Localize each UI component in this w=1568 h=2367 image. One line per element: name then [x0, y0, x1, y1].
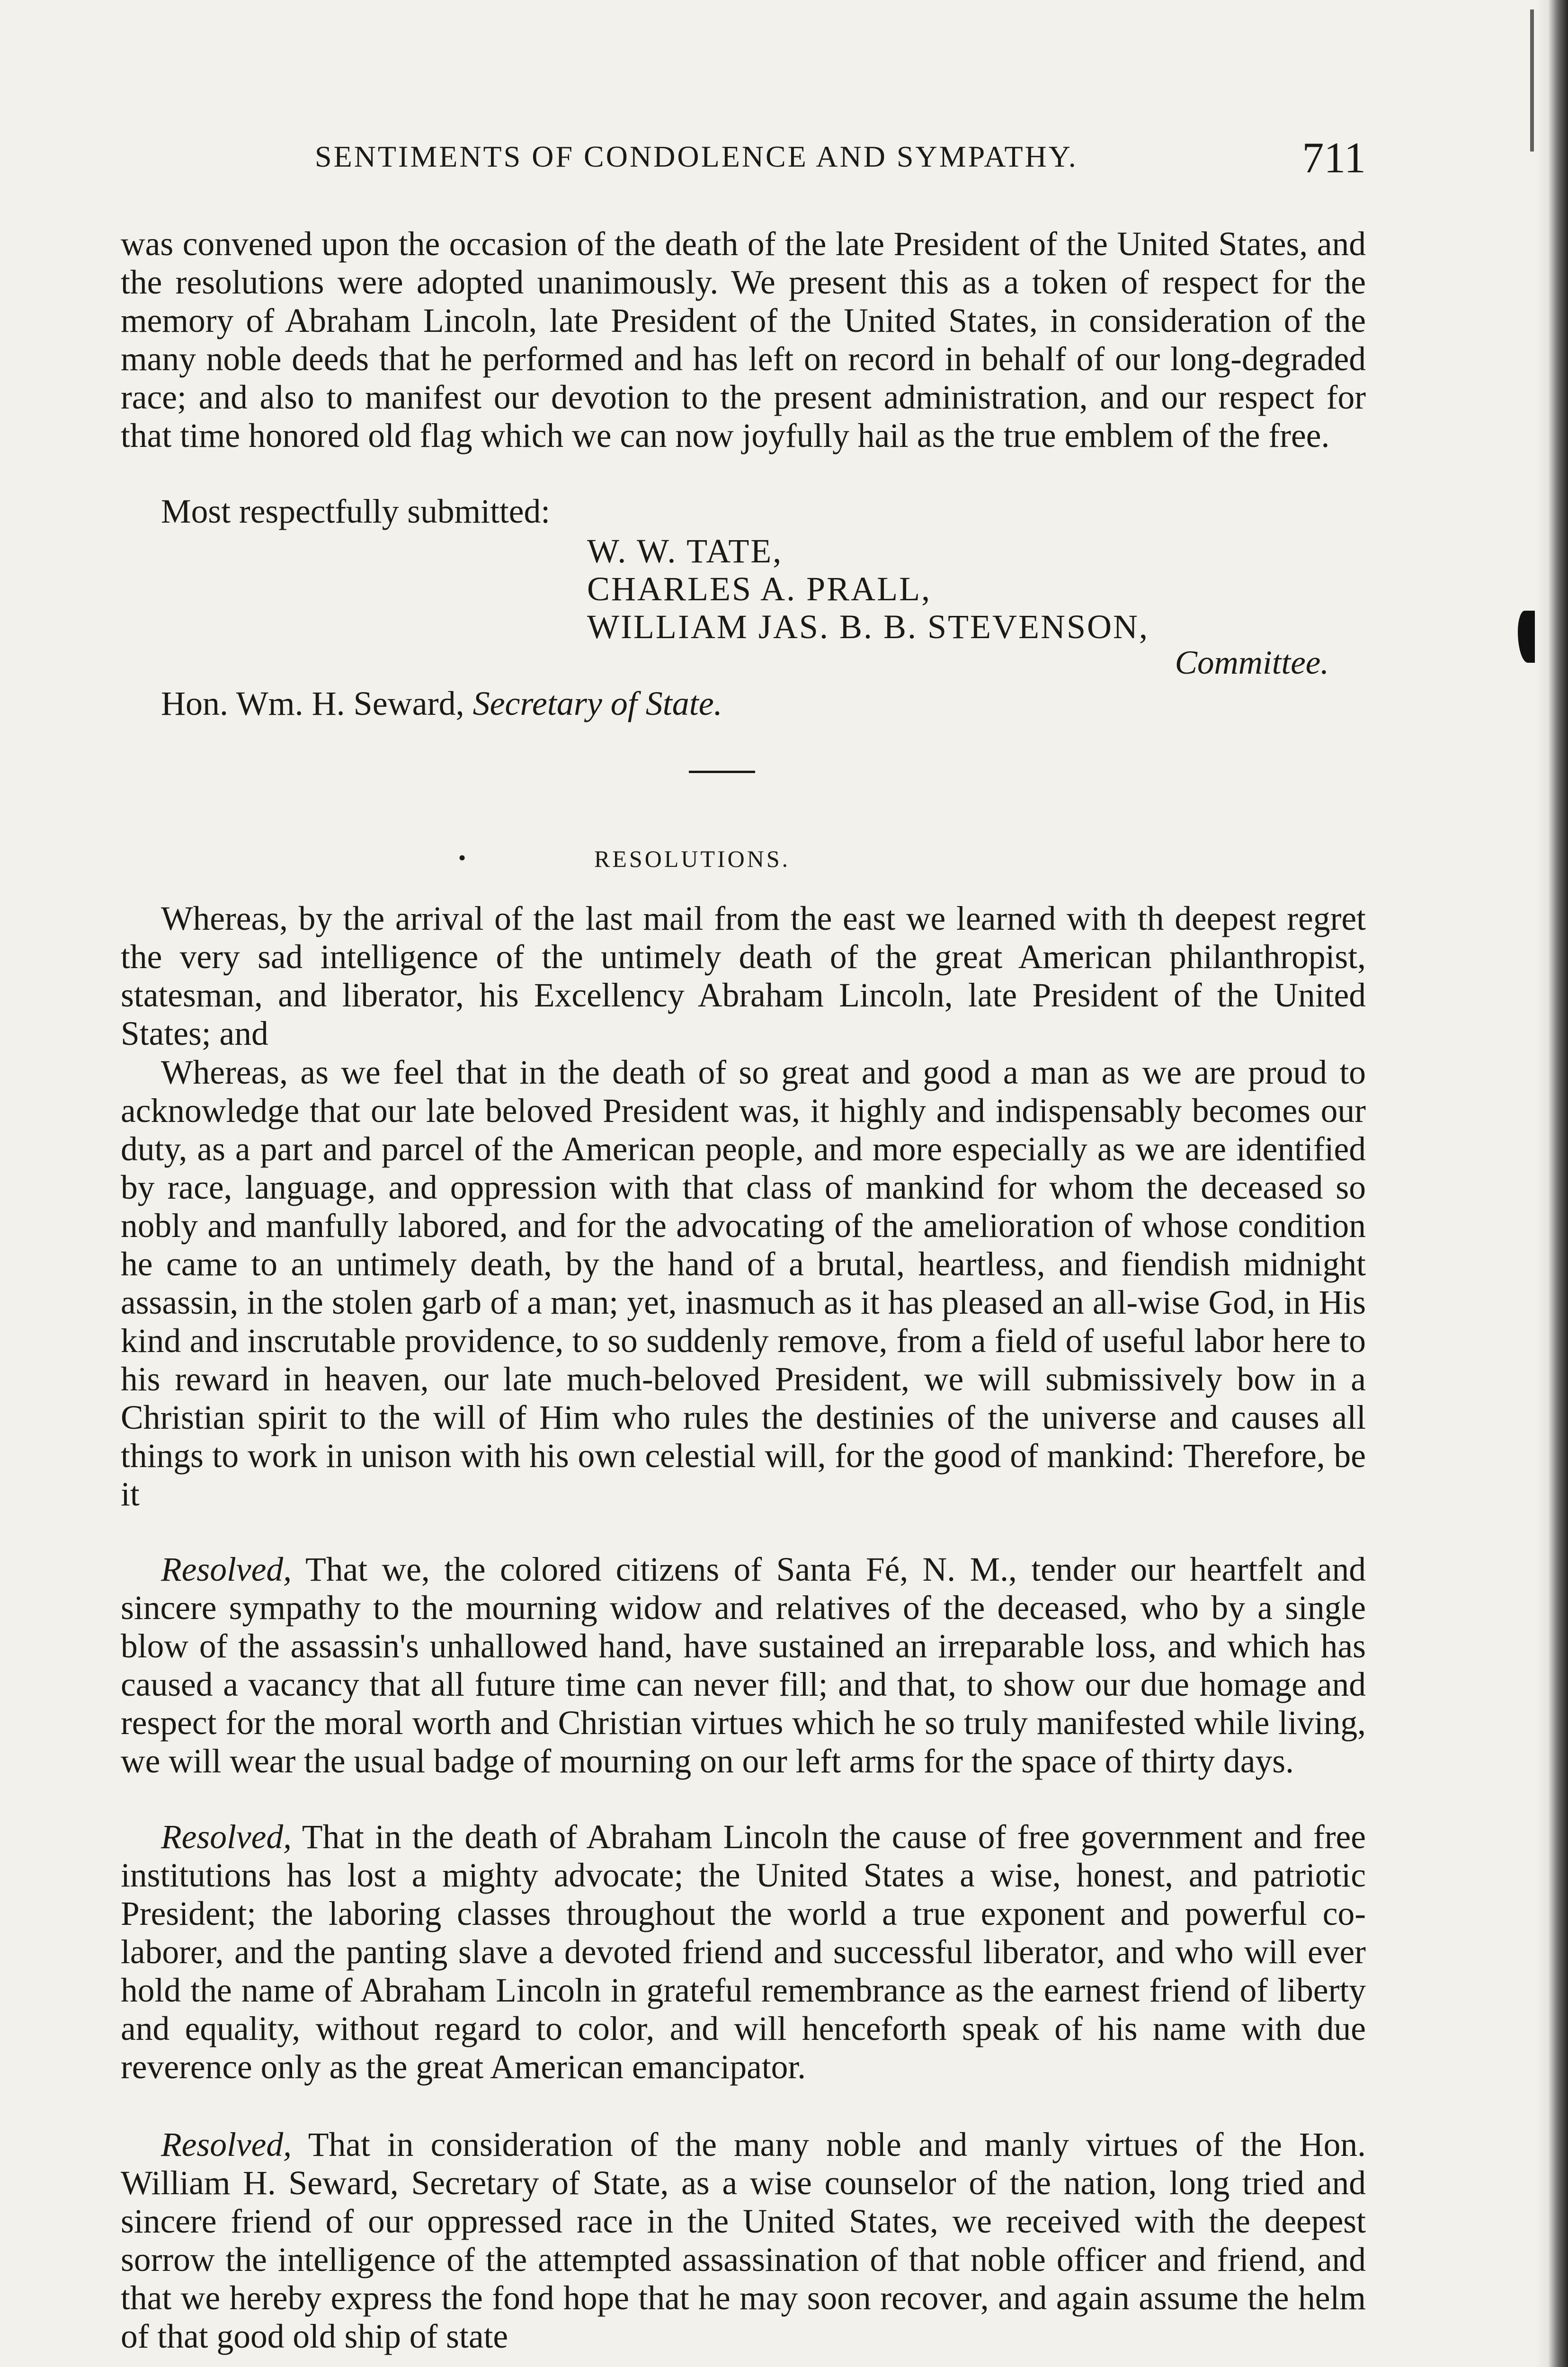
- running-title: SENTIMENTS OF CONDOLENCE AND SYMPATHY.: [315, 140, 1078, 173]
- resolved-text: That we, the colored citizens of Santa Fé, N. M., tender our heartfelt and sincere sympathy to the mourning widow and relatives of the deceased, who by a single blow of the assassin's unhallowed hand, have sustained an irreparable loss, and which has caused a vacancy that all future time can never fill; and that, to show our due homage and respect for the moral worth and Christian virtues which he so truly manifested while living, we will wear the usual badge of mourning on our left arms for the space of thirty days.: [121, 1551, 1366, 1780]
- closing-line: Most respectfully submitted:: [161, 493, 551, 530]
- signatory: CHARLES A. PRALL,: [587, 570, 932, 608]
- page-edge-blot: [1518, 611, 1535, 663]
- addressee: [161, 684, 722, 723]
- resolved-text: That in the death of Abraham Lincoln the cause of free government and free institutions has lost a mighty advocate; the United States a wise, honest, and patriotic President; the laboring classes throughout the world a true exponent and powerful co-laborer, and the panting slave a devoted friend and successful liberator, and who will ever hold the name of Abraham Lincoln in grateful remembrance as the earnest friend of liberty and equality, without regard to color, and will henceforth speak of his name with due reverence only as the great American emancipator.: [121, 1818, 1366, 2086]
- resolved-paragraph: [121, 2126, 1366, 2356]
- page-edge-mark: [1530, 9, 1534, 151]
- section-heading: RESOLUTIONS.: [594, 845, 791, 872]
- whereas-paragraph: Whereas, by the arrival of the last mail from the east we learned with th deepest regret the very sad intelligence of the untimely death of the great American philanthropist, statesman, and liberator, his Excellency Abraham Lincoln, late President of the United States; and: [121, 900, 1366, 1052]
- resolved-paragraph: [121, 1550, 1366, 1780]
- resolved-label: Resolved,: [161, 1551, 292, 1588]
- addressee-name: Hon. Wm. H. Seward,: [161, 685, 464, 722]
- committee-label: Committee.: [1175, 644, 1329, 681]
- resolved-text: That in consideration of the many noble and manly virtues of the Hon. William H. Seward, Secretary of State, as a wise counselor of the nation, long tried and sincere friend of our oppressed race in the United States, we received with the deepest sorrow the intelligence of the attempted assassination of that noble officer and friend, and that we hereby express the fond hope that he may soon recover, and again assume the helm of that good old ship of state: [121, 2126, 1366, 2355]
- page-number: 711: [1302, 133, 1366, 182]
- signatory: W. W. TATE,: [587, 532, 783, 570]
- signatory: WILLIAM JAS. B. B. STEVENSON,: [587, 608, 1149, 646]
- letter-body: was convened upon the occasion of the death of the late President of the United States, and the resolutions were adopted unanimously. We present this as a token of respect for the memory of Abraham Lincoln, late President of the United States, in consideration of the many noble deeds that he performed and has left on record in behalf of our long-degraded race; and also to manifest our devotion to the present administration, and our respect for that time honored old flag which we can now joyfully hail as the true emblem of the free.: [121, 225, 1366, 454]
- page-edge-shadow: [1535, 0, 1568, 2367]
- section-divider: [689, 771, 755, 773]
- running-head: [121, 133, 1366, 185]
- stray-mark: •: [458, 845, 466, 870]
- addressee-title: Secretary of State.: [472, 685, 722, 722]
- resolved-label: Resolved,: [161, 2126, 292, 2163]
- whereas-paragraph: Whereas, as we feel that in the death of so great and good a man as we are proud to acknowledge that our late beloved President was, it highly and indispensably becomes our duty, as a part and parcel of the American people, and more especially as we are identified by race, language, and oppression with that class of mankind for whom the deceased so nobly and manfully labored, and for the advocating of the amelioration of whose condition he came to an untimely death, by the hand of a brutal, heartless, and fiendish midnight assassin, in the stolen garb of a man; yet, inasmuch as it has pleased an all-wise God, in His kind and inscrutable providence, to so suddenly remove, from a field of useful labor here to his reward in heaven, our late much-beloved President, we will submissively bow in a Christian spirit to the will of Him who rules the destinies of the universe and causes all things to work in unison with his own celestial will, for the good of mankind: Therefore, be it: [121, 1054, 1366, 1513]
- resolved-label: Resolved,: [161, 1818, 292, 1856]
- resolved-paragraph: [121, 1818, 1366, 2086]
